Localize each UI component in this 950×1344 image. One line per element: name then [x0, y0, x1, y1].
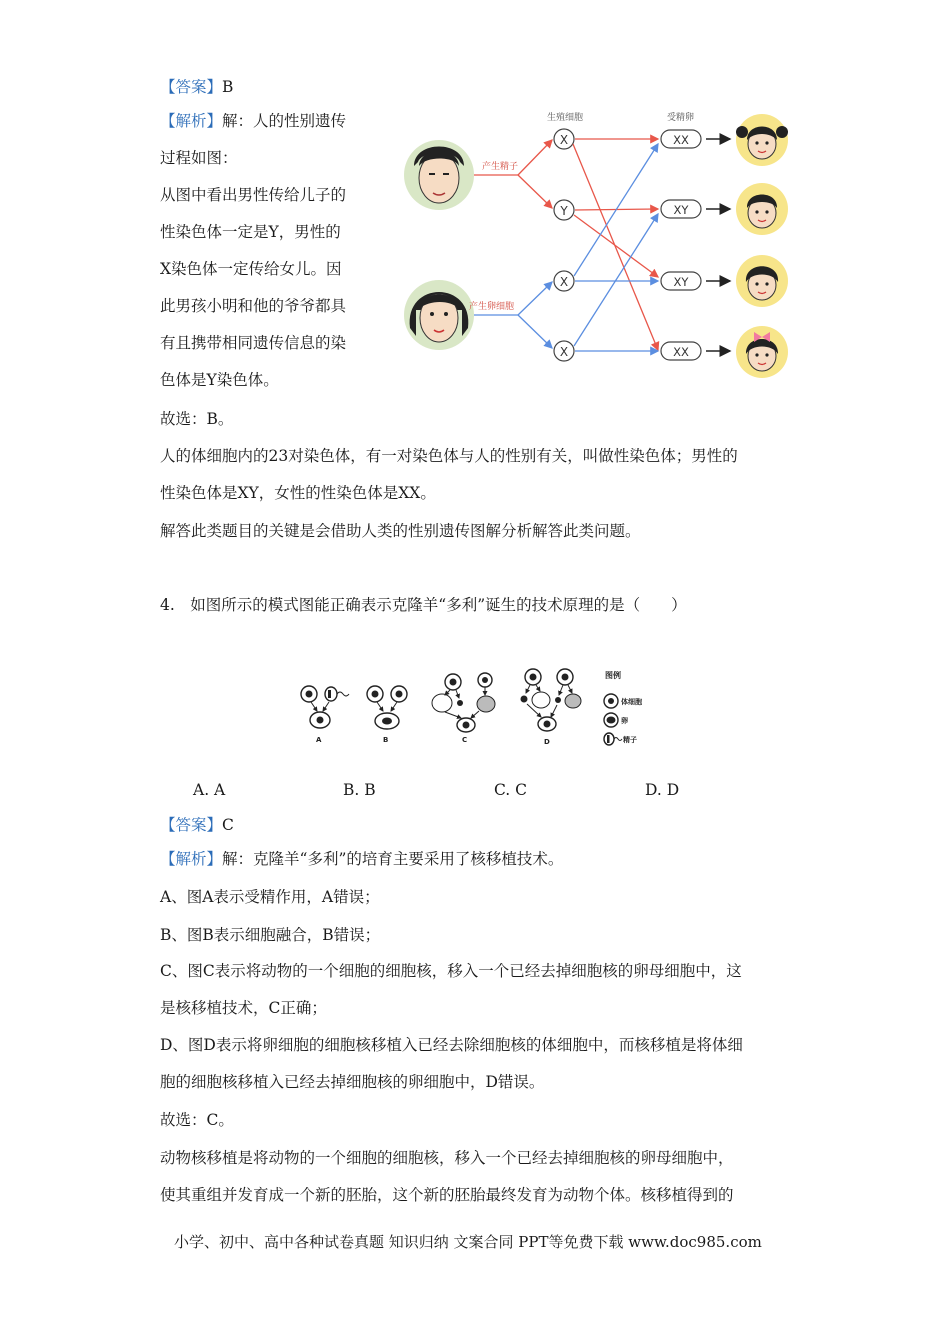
gamete-label: X	[559, 345, 569, 359]
q3-answer	[160, 77, 233, 97]
q4-line-2: B、图B表示细胞融合，B错误；	[160, 926, 381, 944]
answer-value: B	[222, 78, 234, 96]
boy-face-icon	[736, 255, 788, 307]
legend-egg: 卵	[621, 717, 628, 725]
legend-title: 图例	[605, 671, 621, 680]
q3-analysis-line-6: 此男孩小明和他的爷爷都具	[160, 297, 347, 315]
q4-line-7: 故选：C。	[160, 1111, 234, 1129]
option-b: B. B	[343, 781, 376, 799]
q4-analysis	[160, 849, 563, 869]
heredity-diagram	[390, 104, 800, 386]
boy-face-icon	[736, 183, 788, 235]
zygote-label: XY	[673, 275, 689, 289]
zygote-3	[661, 272, 701, 290]
zygote-label: XX	[673, 345, 689, 359]
q3-para2: 解答此类题目的关键是会借助人类的性别遗传图解分析解答此类问题。	[160, 522, 641, 540]
q3-analysis-line-1	[160, 111, 346, 131]
panel-c	[432, 673, 495, 744]
q3-para1-line1: 人的体细胞内的23对染色体，有一对染色体与人的性别有关，叫做性染色体；男性的	[160, 447, 738, 465]
gamete-label: Y	[560, 204, 568, 218]
q4-line-1: A、图A表示受精作用，A错误；	[160, 888, 380, 906]
q3-analysis-line-2: 过程如图：	[160, 149, 238, 167]
answer-tag: 【答案】	[160, 78, 223, 96]
zygote-2	[661, 200, 701, 218]
girl-face-icon	[736, 114, 788, 166]
label-sperm: 产生精子	[482, 162, 519, 172]
q4-line-5: D、图D表示将卵细胞的细胞核移植入已经去除细胞核的体细胞中，而核移植是将体细	[160, 1036, 743, 1054]
q3-analysis-line-5: X染色体一定传给女儿。因	[160, 260, 342, 278]
q4-line-3: C、图C表示将动物的一个细胞的细胞核，移入一个已经去掉细胞核的卵母细胞中，这	[160, 962, 742, 980]
panel-b	[367, 686, 407, 744]
panel-label: B	[383, 736, 389, 744]
analysis-text: 解：克隆羊“多利”的培育主要采用了核移植技术。	[222, 850, 564, 868]
answer-value: C	[222, 816, 234, 834]
legend-sperm: 精子	[623, 736, 637, 744]
legend-body-cell: 体细胞	[621, 698, 642, 706]
page-footer: 小学、初中、高中各种试卷真题 知识归纳 文案合同 PPT等免费下载 www.doc985.com	[174, 1233, 762, 1251]
q3-analysis-line-8: 色体是Y染色体。	[160, 371, 279, 389]
legend	[604, 670, 642, 745]
cell-diagram	[295, 664, 665, 750]
label-zygote: 受精卵	[667, 113, 695, 123]
option-c: C. C	[494, 781, 528, 799]
gamete-y	[554, 200, 574, 220]
option-d: D. D	[645, 781, 680, 799]
q4-answer	[160, 815, 234, 835]
q4-line-9: 使其重组并发育成一个新的胚胎，这个新的胚胎最终发育为动物个体。核移植得到的	[160, 1186, 734, 1204]
q4-line-6: 胞的细胞核移植入已经去掉细胞核的卵细胞中，D错误。	[160, 1073, 545, 1091]
girl-bow-face-icon	[736, 326, 788, 378]
gamete-x-3	[554, 341, 574, 361]
panel-d	[521, 669, 582, 746]
q3-analysis-line-4: 性染色体一定是Y，男性的	[160, 223, 341, 241]
label-germ-cells: 生殖细胞	[547, 113, 584, 123]
label-egg: 产生卵细胞	[469, 302, 515, 312]
q3-analysis-line-3: 从图中看出男性传给儿子的	[160, 186, 347, 204]
q3-choice: 故选：B。	[160, 410, 234, 428]
analysis-tag: 【解析】	[160, 112, 223, 130]
mother-face-icon	[404, 280, 474, 350]
analysis-text: 解：人的性别遗传	[222, 112, 347, 130]
answer-tag: 【答案】	[160, 816, 223, 834]
zygote-1	[661, 130, 701, 148]
q4-line-4: 是核移植技术，C正确；	[160, 999, 327, 1017]
panel-label: D	[544, 738, 550, 746]
q4-line-8: 动物核移植是将动物的一个细胞的细胞核，移入一个已经去掉细胞核的卵母细胞中，	[160, 1149, 734, 1167]
q4-stem: 4. 如图所示的模式图能正确表示克隆羊“多利”诞生的技术原理的是（ ）	[160, 596, 687, 614]
q3-analysis-line-7: 有且携带相同遗传信息的染	[160, 334, 347, 352]
q3-para1-line2: 性染色体是XY，女性的性染色体是XX。	[160, 484, 436, 502]
analysis-tag: 【解析】	[160, 850, 223, 868]
gamete-label: X	[559, 133, 569, 147]
father-face-icon	[404, 140, 474, 210]
option-a: A. A	[193, 781, 226, 799]
gamete-x-2	[554, 271, 574, 291]
zygote-label: XY	[673, 203, 689, 217]
gamete-label: X	[559, 275, 569, 289]
gamete-x-1	[554, 129, 574, 149]
panel-label: A	[316, 736, 322, 744]
panel-a	[301, 686, 349, 744]
panel-label: C	[462, 736, 468, 744]
zygote-label: XX	[673, 133, 689, 147]
zygote-4	[661, 342, 701, 360]
